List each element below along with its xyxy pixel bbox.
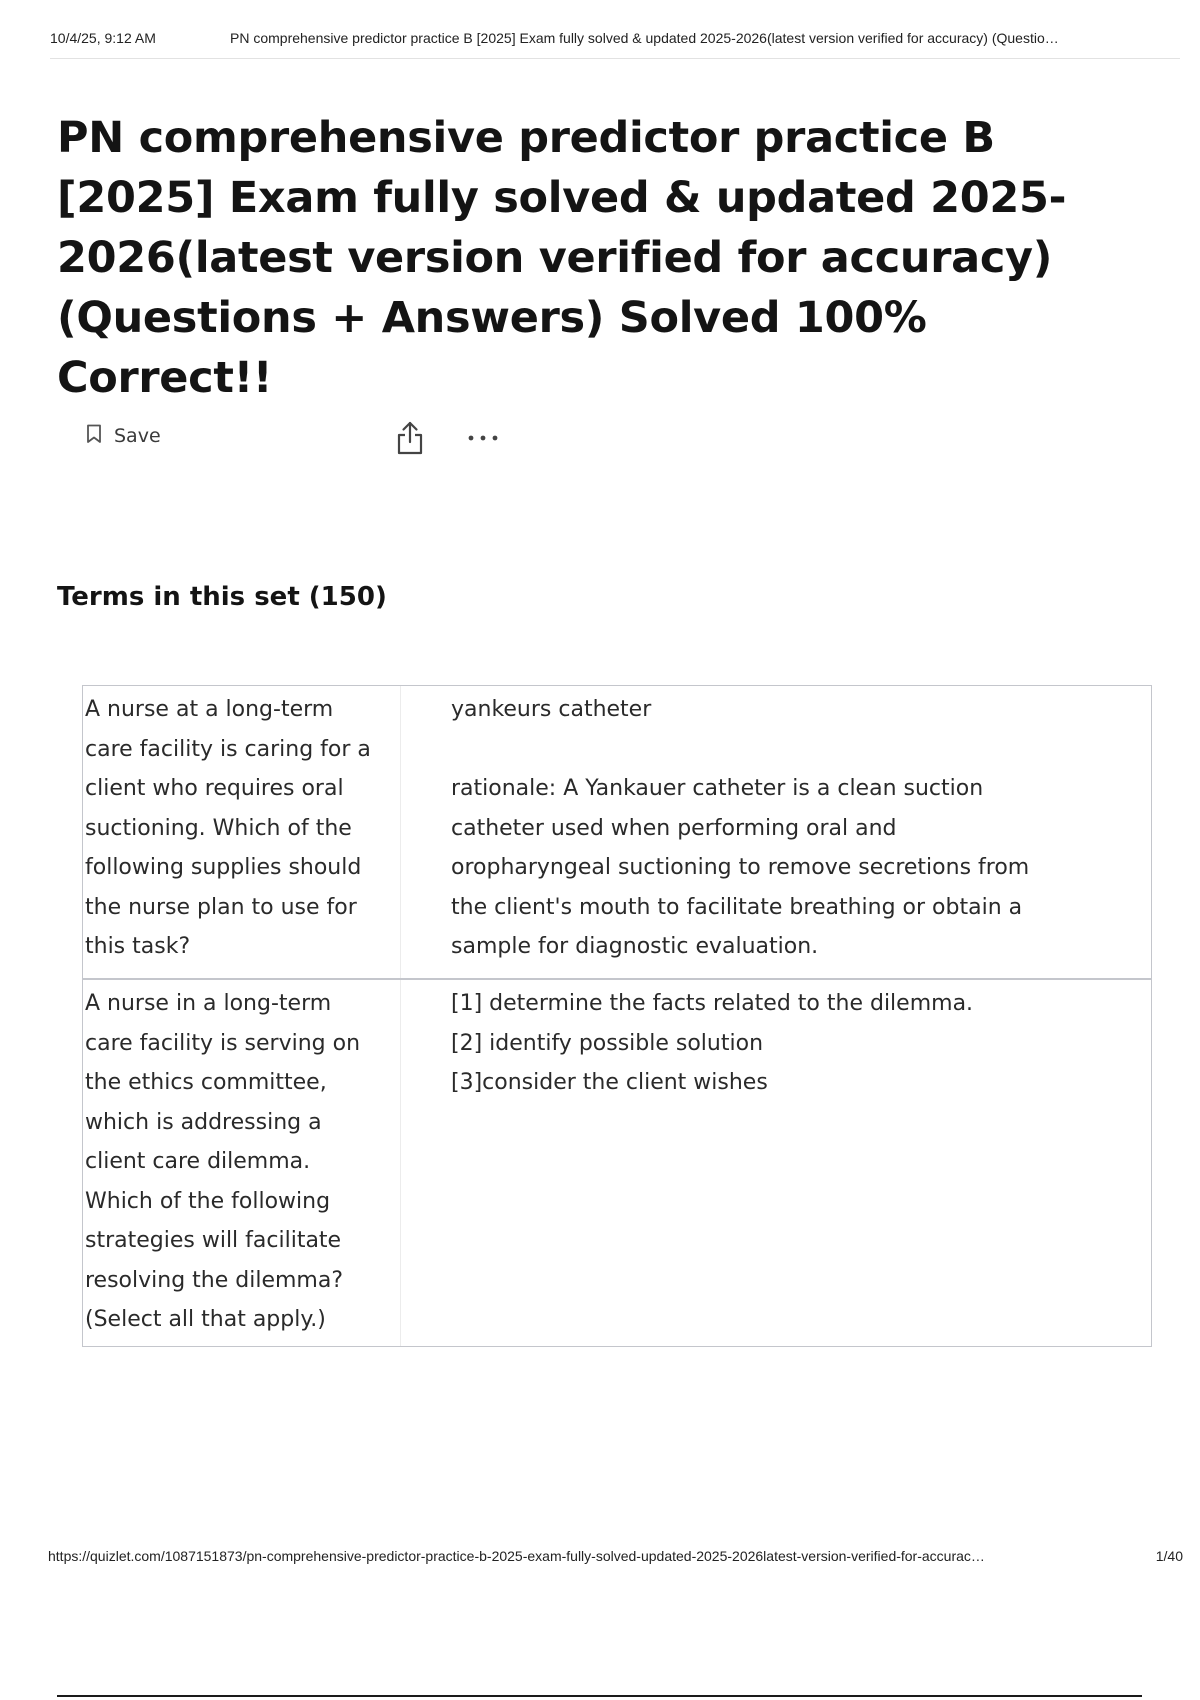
set-toolbar xyxy=(86,420,516,460)
definition-text: [1] determine the facts related to the dilemma. [2] identify possible solution [3]consider the client wishes xyxy=(451,991,974,1095)
term-text: A nurse at a long-term care facility is caring for a client who requires oral suctioning. Which of the following supplies should the nurse plan to use for this task? xyxy=(83,686,401,978)
terms-table xyxy=(82,685,1152,1347)
save-button[interactable] xyxy=(86,424,161,448)
more-options-button[interactable] xyxy=(466,428,500,448)
term-row xyxy=(83,978,1151,1346)
bookmark-icon xyxy=(86,424,102,448)
page-title: PN comprehensive predictor practice B [2025] Exam fully solved & updated 2025-2026(latest version verified for accuracy) (Questions + Answers) Solved 100% Correct!! xyxy=(57,113,1067,403)
print-datetime: 10/4/25, 9:12 AM xyxy=(50,30,156,46)
print-url: https://quizlet.com/1087151873/pn-comprehensive-predictor-practice-b-2025-exam-fully-solved-updated-2025-2026latest-version-verified-for-accurac… xyxy=(48,1548,985,1564)
more-options-icon xyxy=(466,433,500,452)
page-bottom-divider xyxy=(57,1695,1142,1697)
term-row xyxy=(83,686,1151,978)
print-footer xyxy=(48,1548,1183,1572)
share-icon xyxy=(394,441,426,460)
page-number: 1/40 xyxy=(1155,1548,1183,1564)
print-document-title: PN comprehensive predictor practice B [2025] Exam fully solved & updated 2025-2026(latest version verified for accuracy) (Questio… xyxy=(230,30,1059,46)
share-button[interactable] xyxy=(394,420,426,456)
definition-text: yankeurs catheter rationale: A Yankauer catheter is a clean suction catheter used when performing oral and oropharyngeal suctioning to remove secretions from the client's mouth to facilitate breathing or obtain a sample for diagnostic evaluation. xyxy=(451,697,1030,959)
terms-heading: Terms in this set (150) xyxy=(57,582,387,612)
print-header xyxy=(50,30,1180,59)
save-label: Save xyxy=(114,425,161,447)
term-text: A nurse in a long-term care facility is serving on the ethics committee, which is addressing a client care dilemma. Which of the following strategies will facilitate resolving the dilemma? (Select all that apply.) xyxy=(83,980,401,1346)
